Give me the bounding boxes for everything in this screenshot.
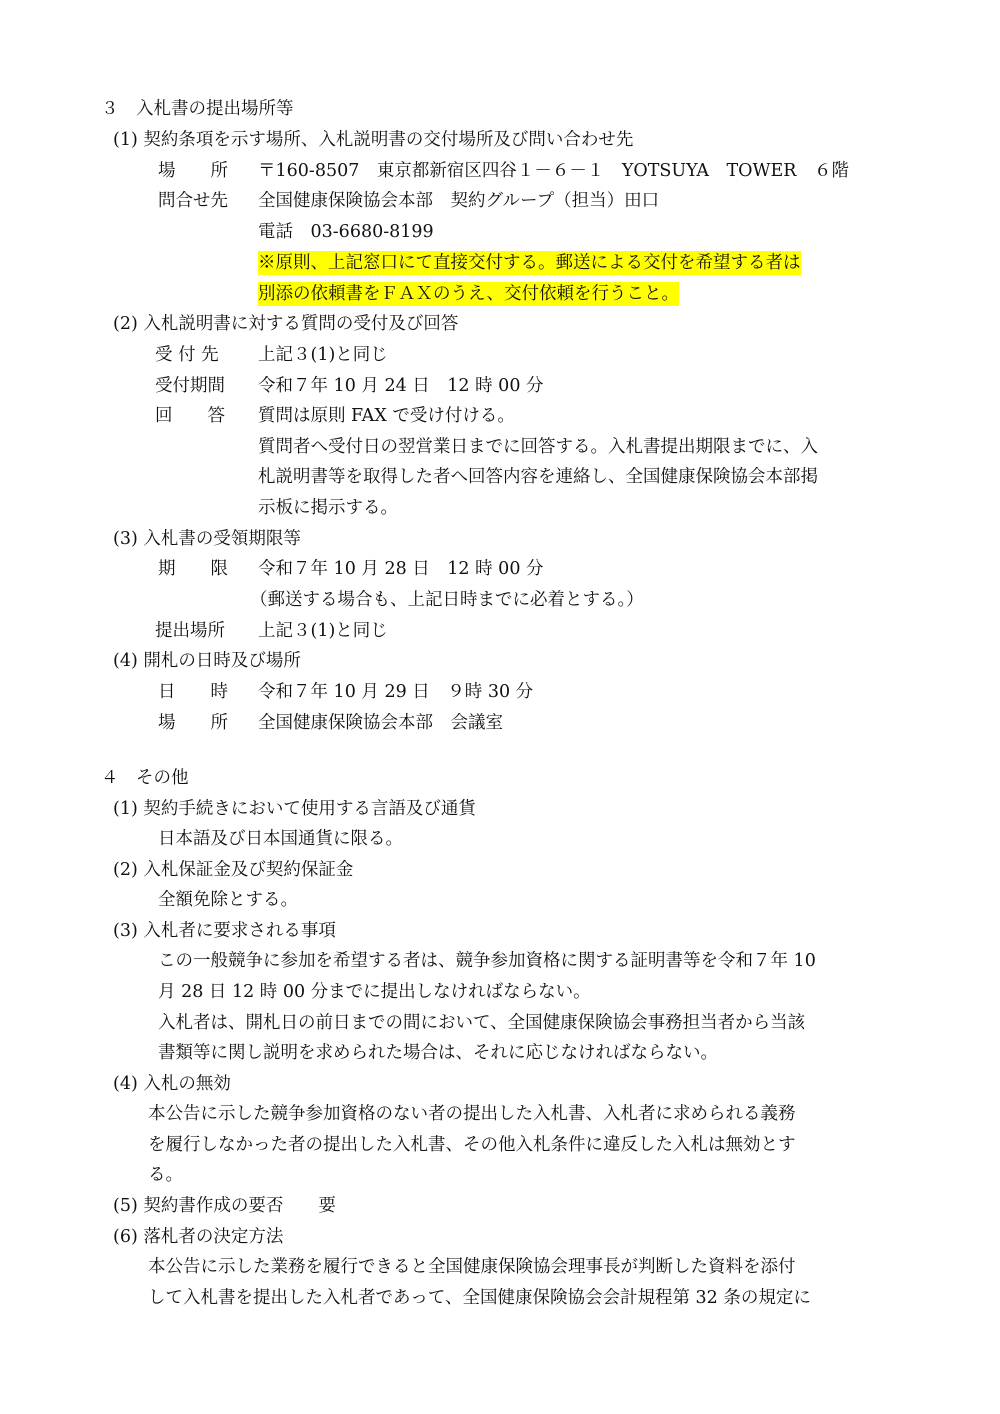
contact-label: 問合せ先	[158, 191, 228, 211]
section-3-heading: ３ 入札書の提出場所等	[101, 99, 294, 119]
reception-label: 受 付 先	[155, 345, 219, 365]
section-4-4-line-1: 本公告に示した競争参加資格のない者の提出した入札書、入札者に求められる義務	[148, 1104, 796, 1124]
section-4-6-line-1: 本公告に示した業務を履行できると全国健康保険協会理事長が判断した資料を添付	[148, 1257, 796, 1277]
answer-line-3: 札説明書等を取得した者へ回答内容を連絡し、全国健康保険協会本部掲	[258, 467, 818, 487]
highlighted-note-line-2: 別添の依頼書をＦＡＸのうえ、交付依頼を行うこと。	[258, 284, 680, 304]
section-4-heading: ４ その他	[101, 768, 189, 788]
deadline-value: 令和７年 10 月 28 日 12 時 00 分	[258, 559, 544, 579]
datetime-value: 令和７年 10 月 29 日 ９時 30 分	[258, 682, 534, 702]
section-4-1-body: 日本語及び日本国通貨に限る。	[158, 829, 403, 849]
reception-value: 上記３(1)と同じ	[258, 345, 388, 365]
section-4-4-title: (4) 入札の無効	[113, 1074, 231, 1094]
datetime-label: 日 時	[158, 682, 228, 702]
place-value: 〒160-8507 東京都新宿区四谷１－６－１ YOTSUYA TOWER ６階	[258, 161, 849, 181]
answer-label: 回 答	[155, 406, 225, 426]
venue-value: 全国健康保険協会本部 会議室	[258, 713, 503, 733]
period-value: 令和７年 10 月 24 日 12 時 00 分	[258, 376, 544, 396]
section-4-1-title: (1) 契約手続きにおいて使用する言語及び通貨	[113, 799, 476, 819]
section-4-2-title: (2) 入札保証金及び契約保証金	[113, 860, 354, 880]
answer-value: 質問は原則 FAX で受け付ける。	[258, 406, 515, 426]
section-3-1-title: (1) 契約条項を示す場所、入札説明書の交付場所及び問い合わせ先	[113, 130, 634, 150]
section-4-5-title: (5) 契約書作成の要否 要	[113, 1196, 336, 1216]
section-4-3-line-1: この一般競争に参加を希望する者は、競争参加資格に関する証明書等を令和７年 10	[158, 951, 816, 971]
answer-line-2: 質問者へ受付日の翌営業日までに回答する。入札書提出期限までに、入	[258, 437, 818, 457]
section-4-4-line-2: を履行しなかった者の提出した入札書、その他入札条件に違反した入札は無効とす	[148, 1135, 796, 1155]
submit-label: 提出場所	[155, 621, 225, 641]
venue-label: 場 所	[158, 713, 228, 733]
deadline-label: 期 限	[158, 559, 228, 579]
deadline-note: （郵送する場合も、上記日時までに必着とする。）	[250, 590, 644, 610]
highlighted-note-line-1: ※原則、上記窓口にて直接交付する。郵送による交付を希望する者は	[258, 253, 801, 273]
section-4-4-line-3: る。	[148, 1165, 183, 1185]
section-4-2-body: 全額免除とする。	[158, 890, 298, 910]
section-4-3-line-2: 月 28 日 12 時 00 分までに提出しなければならない。	[158, 982, 591, 1002]
section-4-3-line-4: 書類等に関し説明を求められた場合は、それに応じなければならない。	[158, 1043, 718, 1063]
period-label: 受付期間	[155, 376, 225, 396]
submit-value: 上記３(1)と同じ	[258, 621, 388, 641]
section-3-3-title: (3) 入札書の受領期限等	[113, 529, 301, 549]
section-3-2-title: (2) 入札説明書に対する質問の受付及び回答	[113, 314, 459, 334]
section-4-3-line-3: 入札者は、開札日の前日までの間において、全国健康保険協会事務担当者から当該	[158, 1013, 806, 1033]
section-4-3-title: (3) 入札者に要求される事項	[113, 921, 336, 941]
contact-value: 全国健康保険協会本部 契約グループ（担当）田口	[258, 191, 660, 211]
section-4-6-title: (6) 落札者の決定方法	[113, 1227, 284, 1247]
answer-line-4: 示板に掲示する。	[258, 498, 398, 518]
place-label: 場 所	[158, 161, 228, 181]
contact-phone: 電話 03-6680-8199	[258, 222, 434, 242]
section-4-6-line-2: して入札書を提出した入札者であって、全国健康保険協会会計規程第 32 条の規定に	[148, 1288, 811, 1308]
section-3-4-title: (4) 開札の日時及び場所	[113, 651, 301, 671]
